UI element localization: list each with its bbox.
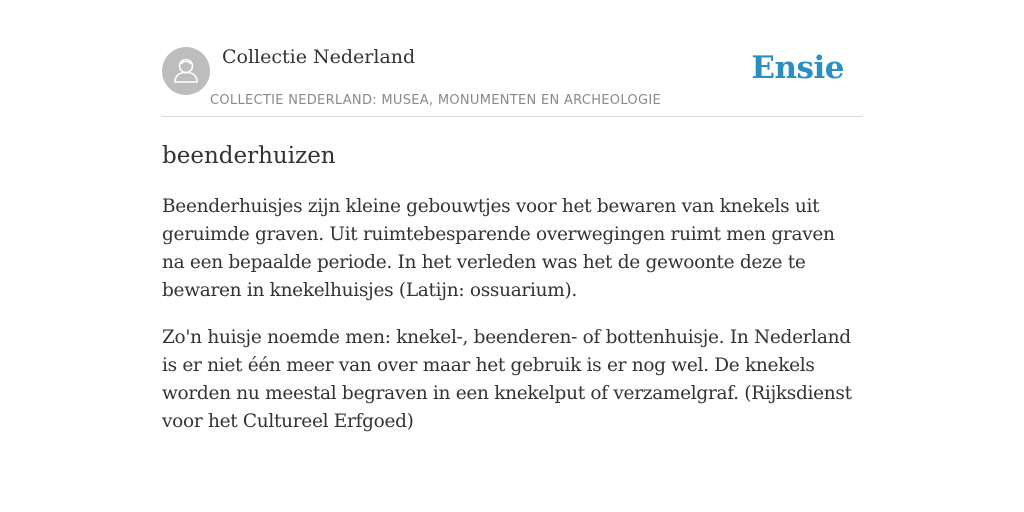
avatar[interactable] xyxy=(162,47,210,95)
brand-logo[interactable]: Ensie xyxy=(751,50,844,86)
article-body xyxy=(162,193,862,436)
collection-link[interactable]: COLLECTIE NEDERLAND: MUSEA, MONUMENTEN EN ARCHEOLOGIE xyxy=(210,93,661,108)
page xyxy=(162,0,862,436)
article-paragraph: Zo'n huisje noemde men: knekel-, beenderen- of bottenhuisje. In Nederland is er niet één meer van over maar het gebruik is er nog wel. De knekels worden nu meestal begraven in een knekelput of verzamelgraf. (Rijksdienst voor het Cultureel Erfgoed) xyxy=(162,327,852,432)
article-title: beenderhuizen xyxy=(162,143,336,169)
header xyxy=(162,0,862,117)
author-name[interactable]: Collectie Nederland xyxy=(222,46,416,68)
user-icon xyxy=(162,47,210,95)
article-paragraph: Beenderhuisjes zijn kleine gebouwtjes voor het bewaren van knekels uit geruimde graven. Uit ruimtebesparende overwegingen ruimt men graven na een bepaalde periode. In het verleden was het de gewoonte deze te bewaren in knekelhuisjes (Latijn: ossuarium). xyxy=(162,196,835,301)
